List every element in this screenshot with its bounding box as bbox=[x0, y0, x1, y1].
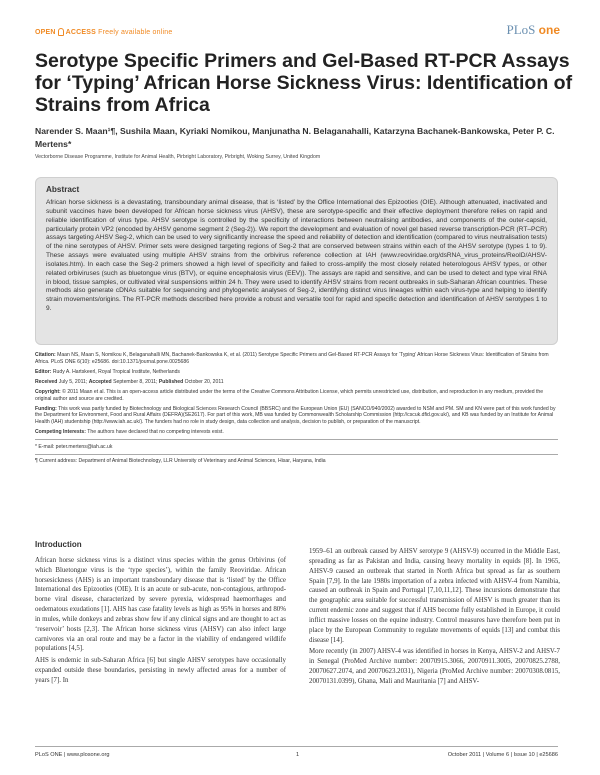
open-access-banner bbox=[35, 28, 172, 36]
dates: Received July 5, 2011; Accepted September 8, 2011; Published October 20, 2011 bbox=[35, 378, 224, 385]
abstract-box bbox=[35, 177, 558, 345]
article-title: Serotype Specific Primers and Gel-Based RT-PCR Assays for ‘Typing’ African Horse Sickness Virus: Identification of Strains from Africa bbox=[35, 50, 573, 116]
editor: Editor: Rudy A. Hartskeerl, Royal Tropical Institute, Netherlands bbox=[35, 368, 180, 375]
email-link[interactable]: peter.mertens@iah.ac.uk bbox=[55, 443, 113, 450]
footer-issue: October 2011 | Volume 6 | Issue 10 | e25686 bbox=[447, 752, 558, 758]
intro-paragraph-4: More recently (in 2007) AHSV-4 was identified in horses in Kenya, AHSV-2 and AHSV-7 in Senegal (ProMed Archive number: 20070915.3066, 20070911.3005, 20070825.2788, 20070627.2074, and 20070623.2031), Nigeria (ProMed Archive number: 20070308.0815, 20070131.0399), Ghana, Mali and Mauritania [7] and AHSV- bbox=[309, 648, 560, 685]
freely-available-label: Freely available online bbox=[98, 29, 173, 36]
body-column-left bbox=[35, 540, 286, 688]
logo-plos-text: PLoS bbox=[506, 22, 536, 37]
divider bbox=[35, 439, 558, 440]
citation: Citation: Maan NS, Maan S, Nomikou K, Belaganahalli MN, Bachanek-Bankowska K, et al. (2011) Serotype Specific Primers and Gel-Based RT-PCR Assays for ‘Typing’ African Horse Sickness Virus: Identification of Strains from Africa. PLoS ONE 6(10): e25686. doi:10.1371/journal.pone.0025686 bbox=[35, 352, 549, 365]
introduction-heading: Introduction bbox=[35, 540, 82, 549]
open-access-label: OPEN bbox=[35, 29, 56, 36]
copyright: Copyright: © 2011 Maan et al. This is an open-access article distributed under the terms of the Creative Commons Attribution License, which permits unrestricted use, distribution, and reproduction in any medium, provided the original author and source are credited. bbox=[35, 388, 544, 402]
author-list: Narender S. Maan¹¶, Sushila Maan, Kyriaki Nomikou, Manjunatha N. Belaganahalli, Katarzyna Bachanek-Bankowska, Peter P. C. Mertens* bbox=[35, 126, 555, 149]
divider bbox=[35, 454, 558, 455]
funding: Funding: This work was partly funded by Biotechnology and Biological Sciences Research Council (BBSRC) and the European Union (EU) (SANCO/940/2002) awarded to NSM and PM. SM and KN were part of this work funded by the Department for Environment, Food and Rural Affairs (DEFRA)(SE2617). For part of this work, MB was funded by Commonwealth Scholarship Commission (http://cscuk.dfid.gov.uk/), and KB was funded by an Institute for Animal Health (IAH) studentship (http://www.iah.ac.uk/). The funders had no role in study design, data collection and analysis, decision to publish, or preparation of the manuscript. bbox=[35, 405, 556, 426]
competing-interests: Competing Interests: The authors have declared that no competing interests exist. bbox=[35, 429, 224, 436]
open-lock-icon bbox=[58, 28, 64, 36]
footer-rule bbox=[35, 746, 558, 747]
access-label: ACCESS bbox=[65, 29, 97, 36]
intro-paragraph-3: 1959–61 an outbreak caused by AHSV serotype 9 (AHSV-9) occurred in the Middle East, spreading as far as Pakistan and India, causing heavy mortality in equids [8]. In 1965, AHSV-9 caused an outbreak that started in North Africa but spread as far as southern Spain [7,9]. In the late 1980s importation of a zebra infected with AHSV-4 from Namibia, caused an outbreak in Spain and Portugal [7,10,11,12]. These incursions demonstrate that the geographic area suitable for successful transmission of AHSV is much greater than its current endemic zone and suggest that if AHS become fully established in Europe, it could inflict massive losses on the equine industry. Control measures have therefore been put in place by the European Community to regulate movements of equids [13] and combat this disease [14]. bbox=[309, 548, 560, 644]
logo-one-text: one bbox=[538, 23, 560, 37]
abstract-heading: Abstract bbox=[46, 185, 80, 194]
affiliation: Vectorborne Disease Programme, Institute for Animal Health, Pirbright Laboratory, Pirbright, Woking Surrey, United Kingdom bbox=[35, 154, 321, 160]
body-column-right bbox=[309, 547, 560, 689]
footer-journal: PLoS ONE | www.plosone.org bbox=[35, 752, 110, 758]
current-address: ¶ Current address: Department of Animal Biotechnology, LLR University of Veterinary and Animal Sciences, Hisar, Haryana, India bbox=[35, 458, 326, 465]
footer-page-number: 1 bbox=[296, 752, 300, 758]
intro-paragraph-1: African horse sickness virus is a distinct virus species within the genus Orbivirus (of which Bluetongue virus is the ‘type species’), within the family Reoviridae. African horsesickness (AHS) is an important transboundary disease that is ‘listed’ by the Office International des Epizooties (OIE). It is an acute or sub-acute, non-contagious, arthropod-borne viral disease, characterized by severe pyrexia, widespread haemorrhages and oedematous exudations [1]. AHS has case fatality levels as high as 95% in horses and 80% in mules, while donkeys and zebras show few if any clinical signs and are thought to act as ‘reservoir’ hosts [2,3]. The African horse sickness virus (AHSV) can also infect large carnivores via an oral route and may be a factor in the viability of endangered wildlife populations [4,5]. bbox=[35, 556, 286, 653]
email: * E-mail: peter.mertens@iah.ac.uk bbox=[35, 443, 113, 450]
plos-one-logo bbox=[507, 22, 561, 38]
abstract-text: African horse sickness is a devastating, transboundary animal disease, that is ‘listed’ by the Office International des Epizooties (OIE). Although attenuated, inactivated and subunit vaccines have been developed for African horse sickness virus (AHSV), these are serotype-specific and their effective deployment therefore relies on rapid and reliable identification of virus type. AHSV serotype is controlled by the specificity of interactions between neutralising antibodies, and components of the outer-capsid, particularly protein VP2 (encoded by AHSV genome segment 2 (Seg-2)). We report the development and evaluation of novel gel based reverse transcription-PCR (RT–PCR) assays targeting AHSV Seg-2, which can be used to very significantly increase the speed and reliability of detection and identification (compared to virus neutralisation tests) of the nine serotypes of AHSV. Primer sets were designed targeting regions of Seg-2 that are conserved between strains within each of the AHSV serotype (types 1 to 9). These assays were evaluated using multiple AHSV strains from the orbivirus reference collection at IAH (www.reoviridae.org/dsRNA_virus_proteins/ReoID/AHSV-isolates.htm). In each case the Seg-2 primers showed a high level of specificity and failed to cross-amplify the most closely related heterologous AHSV types, or other related orbiviruses (such as bluetongue virus (BTV), or equine encephalosis virus (EEV)). The assays are rapid and sensitive, and can be used to detect and type viral RNA in blood, tissue samples, or cultivated viral suspensions within 24 h. They were used to identify AHSV strains from recent outbreaks in sub-Saharan African countries. These methods also generate cDNAs suitable for sequencing and phylogenetic analyses of Seg-2, identifying distinct virus lineages within each virus-type and helping to identify strain movements/origins. The RT-PCR methods described here provide a robust and versatile tool for rapid and specific detection and identification of AHSV serotypes 1 to 9. bbox=[46, 199, 547, 313]
article-metadata bbox=[35, 352, 558, 469]
intro-paragraph-2: AHS is endemic in sub-Saharan Africa [6] but single AHSV serotypes have occasionally expanded outside these boundaries, persisting in newly affected areas for a number of years [7]. In bbox=[35, 657, 286, 684]
